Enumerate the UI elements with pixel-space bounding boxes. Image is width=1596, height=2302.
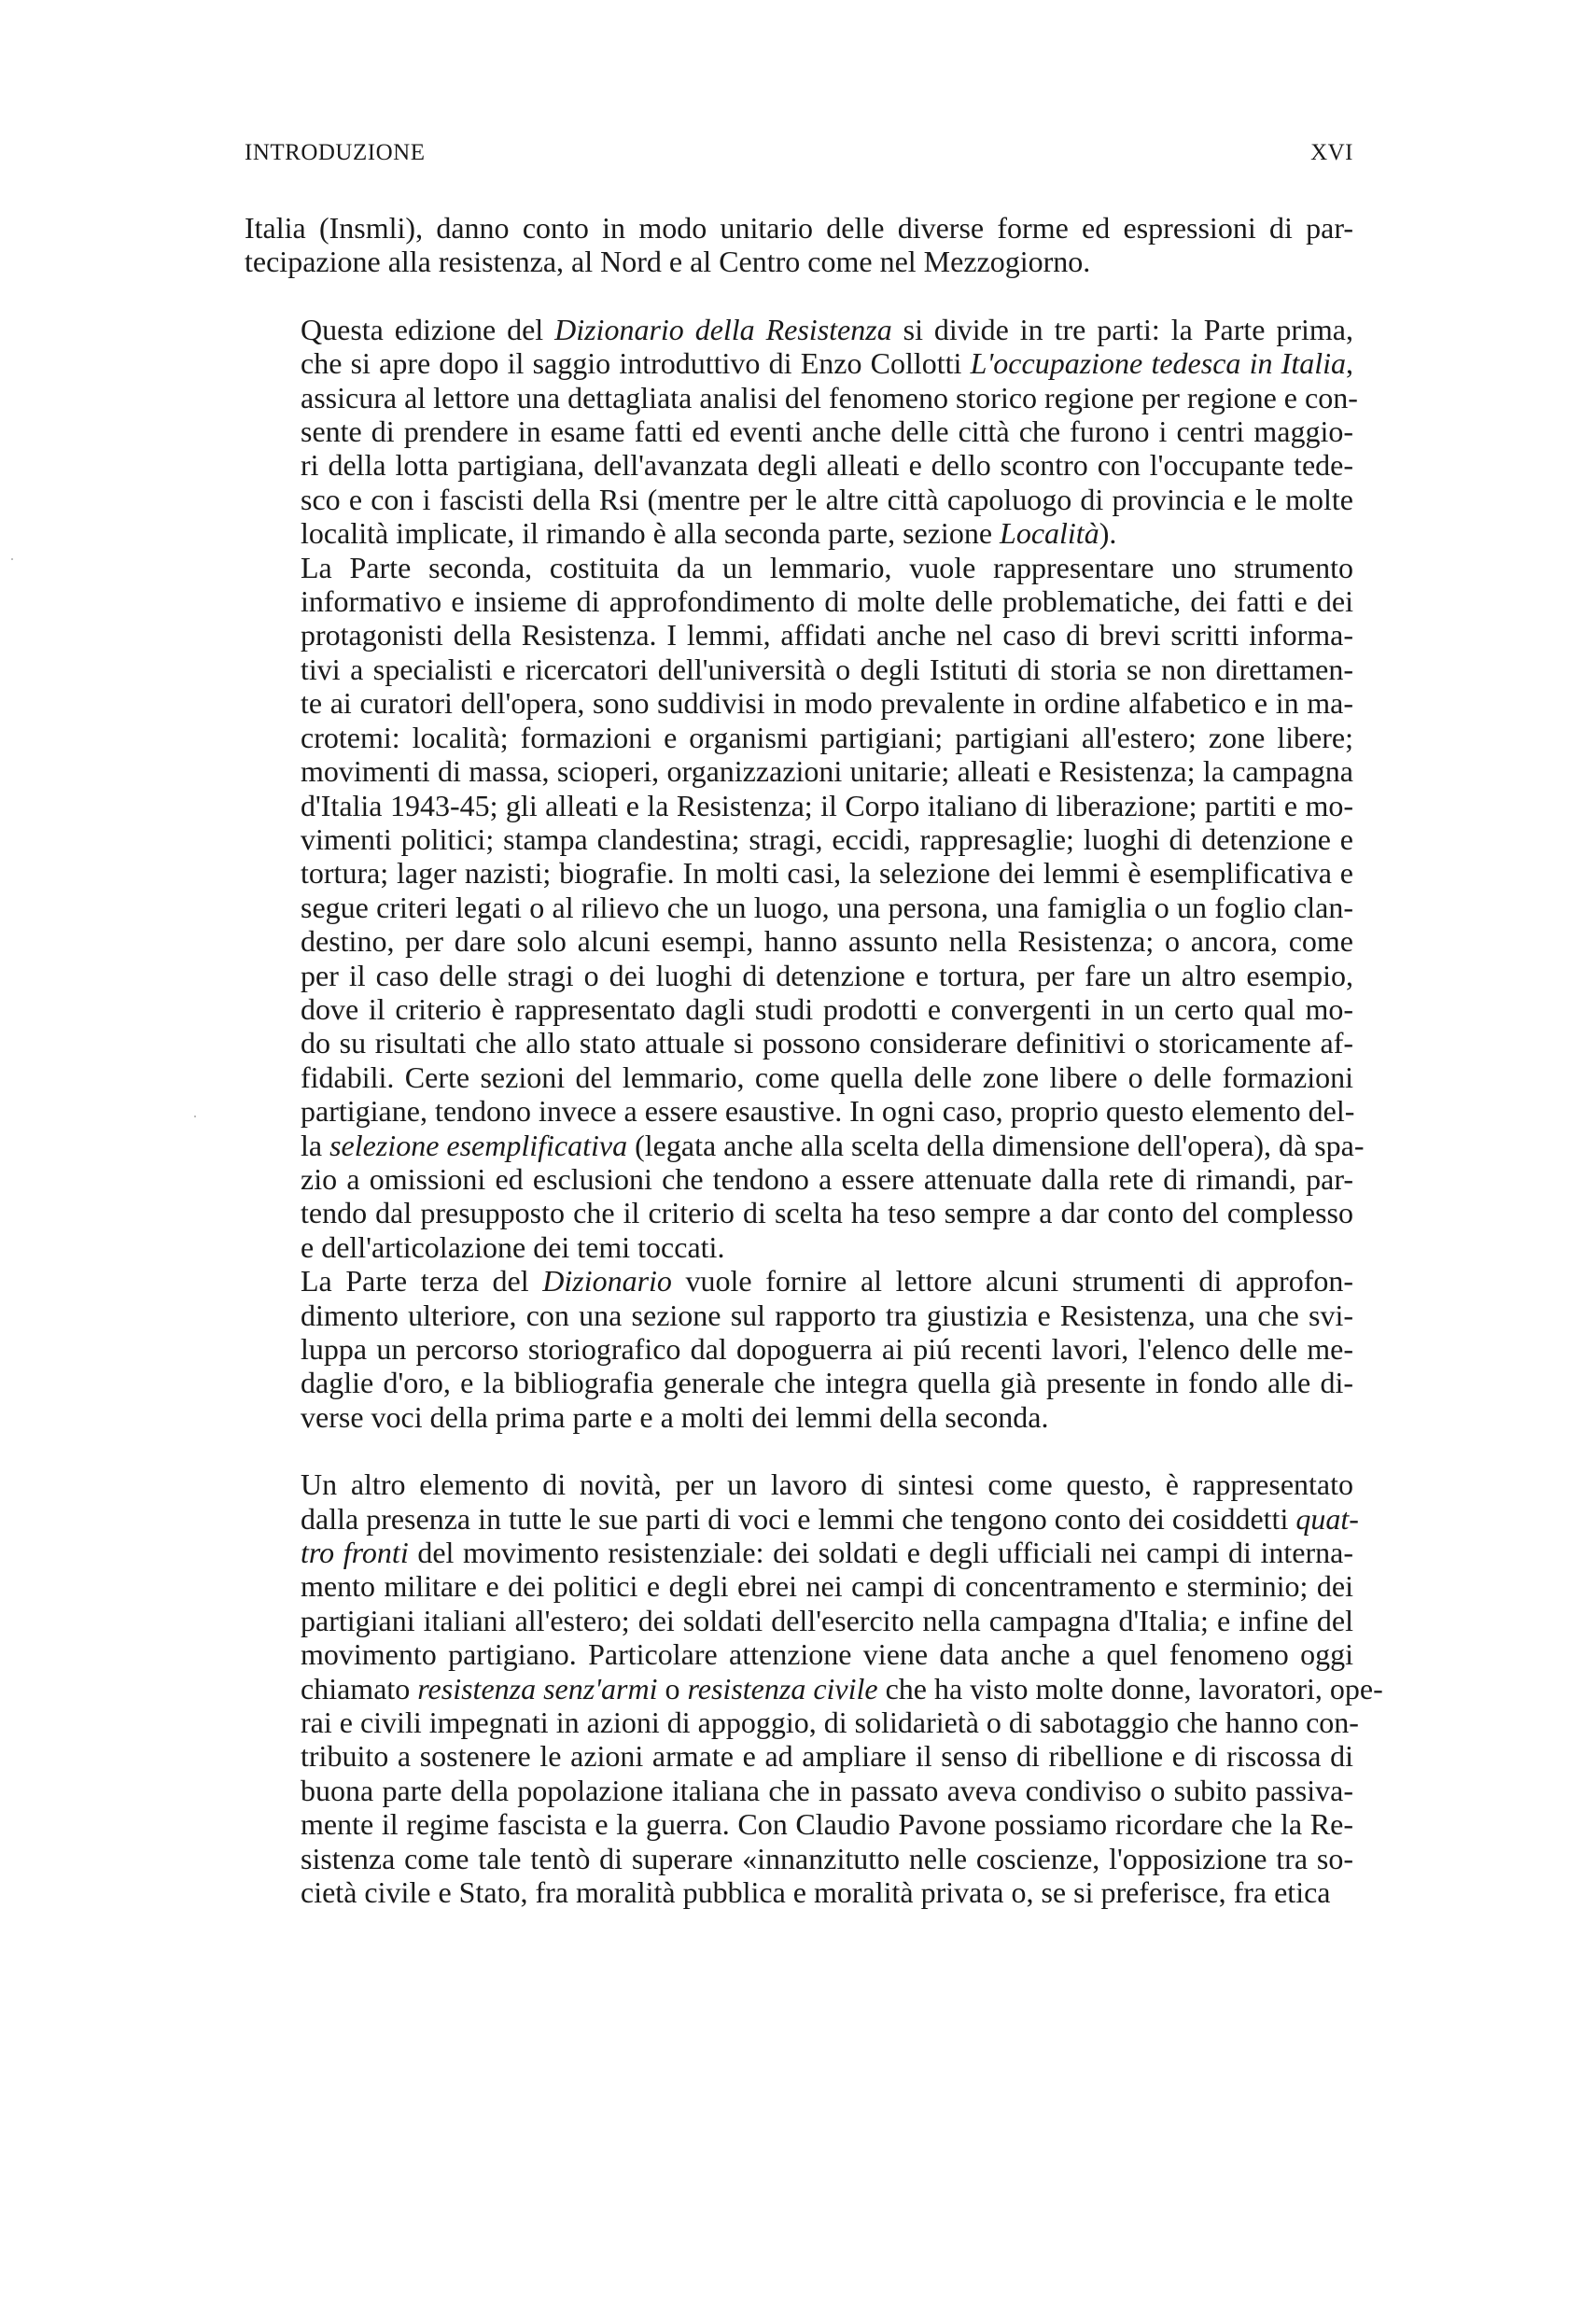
- paragraph: [245, 211, 1353, 279]
- text-line: segue criteri legati o al rilievo che un luogo, una persona, una famiglia o un foglio clan-: [301, 890, 1353, 924]
- text-line: zio a omissioni ed esclusioni che tendono a essere attenuate dalla rete di rimandi, par-: [301, 1161, 1353, 1196]
- text-line: località implicate, il rimando è alla seconda parte, sezione Località).: [301, 516, 1117, 551]
- text-line: partigiani italiani all'estero; dei soldati dell'esercito nella campagna d'Italia; e infine del: [301, 1603, 1353, 1637]
- text-line: rai e civili impegnati in azioni di appoggio, di solidarietà o di sabotaggio che hanno con-: [301, 1705, 1359, 1740]
- text-line: sco e con i fascisti della Rsi (mentre per le altre città capoluogo di provincia e le molte: [301, 482, 1353, 516]
- margin-speck: [11, 558, 13, 560]
- text-line: protagonisti della Resistenza. I lemmi, affidati anche nel caso di brevi scritti informa-: [301, 618, 1353, 653]
- text-line: tribuito a sostenere le azioni armate e ad ampliare il senso di ribellione e di riscossa di: [301, 1739, 1353, 1774]
- paragraph: [245, 1467, 1383, 1910]
- text-line: luppa un percorso storiografico dal dopoguerra ai piú recenti lavori, l'elenco delle me-: [301, 1332, 1353, 1366]
- text-line: chiamato resistenza senz'armi o resistenza civile che ha visto molte donne, lavoratori, ope-: [301, 1671, 1383, 1705]
- text-line: movimenti di massa, scioperi, organizzazioni unitarie; alleati e Resistenza; la campagna: [301, 754, 1353, 789]
- page-number: XVI: [1310, 140, 1353, 165]
- text-line: buona parte della popolazione italiana che in passato aveva condiviso o subito passiva-: [301, 1773, 1353, 1807]
- text-line: dalla presenza in tutte le sue parti di voci e lemmi che tengono conto dei cosiddetti quat-: [301, 1501, 1359, 1536]
- text-line: te ai curatori dell'opera, sono suddivisi in modo prevalente in ordine alfabetico e in ma-: [301, 686, 1353, 721]
- text-line: la selezione esemplificativa (legata anche alla scelta della dimensione dell'opera), dà spa-: [301, 1128, 1365, 1162]
- margin-speck: [194, 1116, 196, 1117]
- text-line: crotemi: località; formazioni e organismi partigiani; partigiani all'estero; zone libere;: [301, 720, 1353, 754]
- text-line: La Parte terza del Dizionario vuole fornire al lettore alcuni strumenti di approfon-: [301, 1264, 1353, 1298]
- text-line: cietà civile e Stato, fra moralità pubblica e moralità privata o, se si preferisce, fra etica: [301, 1875, 1331, 1910]
- text-line: informativo e insieme di approfondimento di molte delle problematiche, dei fatti e dei: [301, 584, 1353, 619]
- text-line: mento militare e dei politici e degli ebrei nei campi di concentramento e sterminio; dei: [301, 1569, 1353, 1604]
- text-line: partigiane, tendono invece a essere esaustive. In ogni caso, proprio questo elemento del-: [301, 1094, 1355, 1129]
- running-head: [245, 140, 1353, 177]
- text-line: Questa edizione del Dizionario della Resistenza si divide in tre parti: la Parte prima,: [301, 312, 1354, 346]
- paragraph: [245, 1264, 1353, 1434]
- text-line: dimento ulteriore, con una sezione sul rapporto tra giustizia e Resistenza, una che svi-: [301, 1298, 1353, 1332]
- paragraph: [245, 312, 1358, 551]
- text-line: assicura al lettore una dettagliata analisi del fenomeno storico regione per regione e con-: [301, 380, 1358, 414]
- text-line: Un altro elemento di novità, per un lavoro di sintesi come questo, è rappresentato: [301, 1467, 1353, 1502]
- text-line: verse voci della prima parte e a molti dei lemmi della seconda.: [301, 1399, 1049, 1434]
- paragraph: [245, 550, 1365, 1265]
- running-head-title: INTRODUZIONE: [245, 140, 426, 165]
- text-line: do su risultati che allo stato attuale si possono considerare definitivi o storicamente af-: [301, 1026, 1353, 1060]
- text-line: destino, per dare solo alcuni esempi, hanno assunto nella Resistenza; o ancora, come: [301, 924, 1353, 959]
- text-line: tortura; lager nazisti; biografie. In molti casi, la selezione dei lemmi è esemplificativa e: [301, 856, 1353, 891]
- text-line: vimenti politici; stampa clandestina; stragi, eccidi, rappresaglie; luoghi di detenzione e: [301, 821, 1353, 856]
- text-line: sistenza come tale tentò di superare «innanzitutto nelle coscienze, l'opposizione tra so-: [301, 1841, 1353, 1875]
- text-line: fidabili. Certe sezioni del lemmario, come quella delle zone libere o delle formazioni: [301, 1060, 1353, 1094]
- text-line: movimento partigiano. Particolare attenzione viene data anche a quel fenomeno oggi: [301, 1637, 1353, 1672]
- text-line: d'Italia 1943-45; gli alleati e la Resistenza; il Corpo italiano di liberazione; partiti e mo-: [301, 788, 1353, 822]
- text-line: daglie d'oro, e la bibliografia generale che integra quella già presente in fondo alle di-: [301, 1366, 1353, 1400]
- text-line: e dell'articolazione dei temi toccati.: [301, 1229, 725, 1264]
- text-line: Italia (Insmli), danno conto in modo unitario delle diverse forme ed espressioni di par-: [245, 211, 1353, 245]
- text-line: tendo dal presupposto che il criterio di scelta ha teso sempre a dar conto del complesso: [301, 1196, 1353, 1230]
- text-line: La Parte seconda, costituita da un lemmario, vuole rappresentare uno strumento: [301, 550, 1353, 584]
- text-line: tro fronti del movimento resistenziale: dei soldati e degli ufficiali nei campi di interna-: [301, 1536, 1354, 1570]
- text-line: ri della lotta partigiana, dell'avanzata degli alleati e dello scontro con l'occupante tede-: [301, 448, 1353, 483]
- text-line: per il caso delle stragi o dei luoghi di detenzione e tortura, per fare un altro esempio,: [301, 958, 1353, 992]
- body-text: [245, 211, 1383, 1910]
- text-line: dove il criterio è rappresentato dagli studi prodotti e convergenti in un certo qual mo-: [301, 991, 1353, 1026]
- text-line: mente il regime fascista e la guerra. Con Claudio Pavone possiamo ricordare che la Re-: [301, 1807, 1353, 1842]
- text-line: tivi a specialisti e ricercatori dell'università o degli Istituti di storia se non direttamen-: [301, 652, 1353, 686]
- text-line: che si apre dopo il saggio introduttivo di Enzo Collotti L'occupazione tedesca in Italia,: [301, 346, 1354, 381]
- text-line: sente di prendere in esame fatti ed eventi anche delle città che furono i centri maggio-: [301, 414, 1353, 449]
- text-line: tecipazione alla resistenza, al Nord e al Centro come nel Mezzogiorno.: [245, 245, 1091, 279]
